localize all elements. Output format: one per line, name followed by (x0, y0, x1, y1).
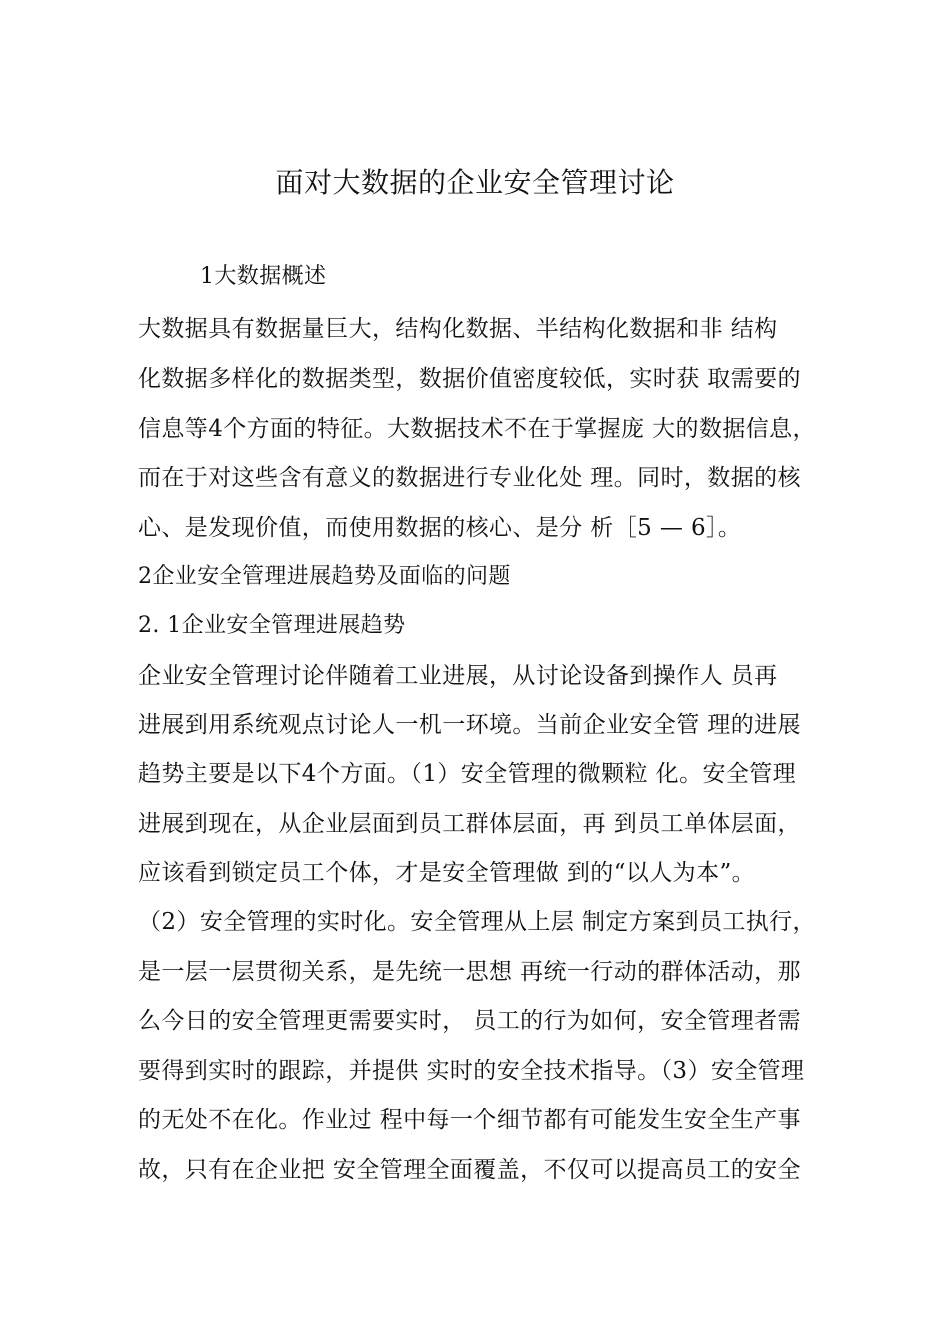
document-title: 面对大数据的企业安全管理讨论 (275, 166, 675, 199)
section-heading: 2企业安全管理进展趋势及面临的问题 (138, 564, 511, 589)
paragraph-line: 心、是发现价值，而使用数据的核心、是分 析［5 — 6］。 (138, 515, 742, 541)
paragraph-line: 故，只有在企业把 安全管理全面覆盖，不仅可以提高员工的安全 (138, 1157, 801, 1183)
subsection-heading: 2. 1企业安全管理进展趋势 (138, 613, 406, 638)
paragraph-line: （2）安全管理的实时化。安全管理从上层 制定方案到员工执行， (138, 909, 816, 935)
paragraph-line: 大数据具有数据量巨大，结构化数据、半结构化数据和非 结构 (138, 316, 778, 342)
paragraph-line: 要得到实时的跟踪，并提供 实时的安全技术指导。（3）安全管理 (138, 1058, 805, 1084)
paragraph-line: 信息等4个方面的特征。大数据技术不在于掌握庞 大的数据信息， (138, 416, 816, 442)
paragraph-line: 么今日的安全管理更需要实时， 员工的行为如何，安全管理者需 (138, 1008, 801, 1034)
paragraph-line: 进展到现在，从企业层面到员工群体层面，再 到员工单体层面， (138, 811, 801, 837)
paragraph-line: 趋势主要是以下4个方面。（1）安全管理的微颗粒 化。安全管理 (138, 761, 797, 787)
paragraph-line: 是一层一层贯彻关系，是先统一思想 再统一行动的群体活动，那 (138, 959, 801, 985)
paragraph-line: 应该看到锁定员工个体，才是安全管理做 到的“以人为本”。 (138, 860, 756, 886)
paragraph-line: 的无处不在化。作业过 程中每一个细节都有可能发生安全生产事 (138, 1107, 801, 1133)
paragraph-line: 进展到用系统观点讨论人一机一环境。当前企业安全管 理的进展 (138, 712, 801, 738)
section-heading: 1大数据概述 (200, 264, 327, 289)
paragraph-line: 企业安全管理讨论伴随着工业进展，从讨论设备到操作人 员再 (138, 663, 778, 689)
paragraph-line: 化数据多样化的数据类型，数据价值密度较低，实时获 取需要的 (138, 366, 801, 392)
paragraph-line: 而在于对这些含有意义的数据进行专业化处 理。同时，数据的核 (138, 465, 801, 491)
